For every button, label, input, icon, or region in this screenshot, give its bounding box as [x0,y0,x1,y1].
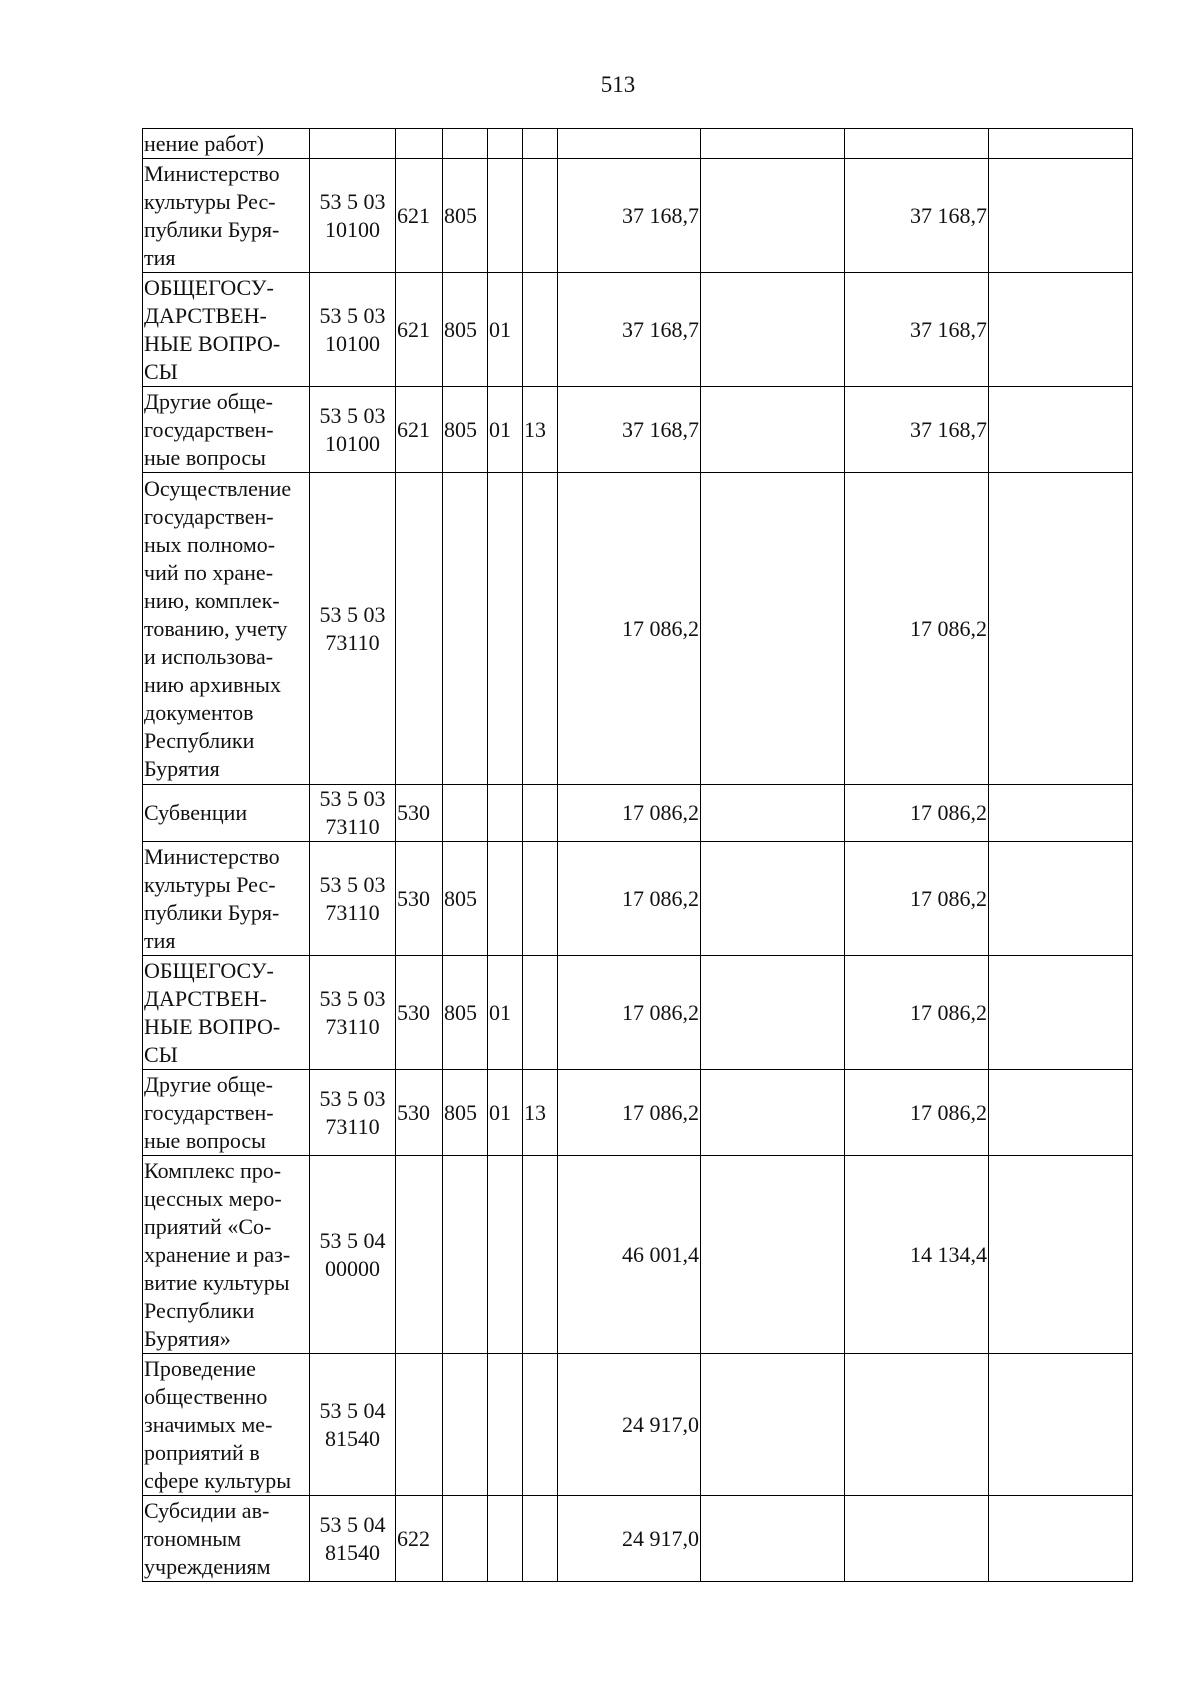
subsection-code-cell [523,956,558,1070]
row-name-line: государствен- [144,416,274,442]
row-name-line: культуры Рес- [144,871,276,897]
table-row [143,842,1133,956]
row-name-line: Республики [144,727,255,753]
amount-cell-2 [701,473,845,785]
target-article-code-line: 53 5 03 [319,1085,386,1111]
row-name-cell [143,129,310,159]
target-article-code-cell [310,1070,396,1156]
amount-cell-1: 17 086,2 [558,956,701,1070]
section-code-cell: 01 [488,1070,523,1156]
amount-cell-2 [701,387,845,473]
amount-cell-2 [701,159,845,273]
amount-cell-1: 46 001,4 [558,1156,701,1354]
amount-cell-2 [701,1156,845,1354]
amount-cell-4 [989,387,1133,473]
amount-cell-4 [989,842,1133,956]
target-article-code-line: 53 5 03 [319,402,386,428]
target-article-code-line: 00000 [325,1255,380,1281]
target-article-code-line: 53 5 04 [319,1511,386,1537]
target-article-code-line: 81540 [325,1539,380,1565]
amount-cell-3: 37 168,7 [845,387,989,473]
amount-cell-2 [701,273,845,387]
target-article-code-cell [310,159,396,273]
row-name-line: чий по хране- [144,559,274,585]
row-name-line: ные вопросы [144,444,266,470]
subsection-code-cell [523,842,558,956]
amount-cell-3: 37 168,7 [845,159,989,273]
amount-cell-4 [989,1354,1133,1496]
ministry-code-cell: 805 [443,387,488,473]
amount-cell-2 [701,1070,845,1156]
amount-cell-1 [558,129,701,159]
ministry-code-cell [443,473,488,785]
expense-type-cell: 622 [396,1496,443,1582]
row-name-line: витие культуры [144,1269,290,1295]
expense-type-cell: 530 [396,842,443,956]
target-article-code-cell [310,1496,396,1582]
page-number: 513 [600,72,636,97]
amount-cell-1: 24 917,0 [558,1496,701,1582]
amount-cell-2 [701,785,845,842]
row-name-line: культуры Рес- [144,188,276,214]
subsection-code-cell [523,1156,558,1354]
target-article-code-cell [310,785,396,842]
ministry-code-cell: 805 [443,1070,488,1156]
amount-cell-4 [989,785,1133,842]
row-name-line: СЫ [144,1041,178,1067]
row-name-line: ОБЩЕГОСУ- [144,274,274,300]
amount-cell-3: 17 086,2 [845,956,989,1070]
target-article-code-line: 10100 [325,330,380,356]
row-name-line: Субвенции [144,800,248,825]
ministry-code-cell [443,129,488,159]
row-name-line: Комплекс про- [144,1157,282,1183]
target-article-code-line: 53 5 03 [319,985,386,1011]
amount-cell-3 [845,129,989,159]
target-article-code-line: 53 5 03 [319,302,386,328]
subsection-code-cell: 13 [523,1070,558,1156]
table-row [143,159,1133,273]
amount-cell-2 [701,1354,845,1496]
expense-type-cell: 621 [396,159,443,273]
section-code-cell: 01 [488,273,523,387]
section-code-cell: 01 [488,956,523,1070]
amount-cell-1: 37 168,7 [558,273,701,387]
row-name-line: публики Буря- [144,899,280,925]
section-code-cell [488,842,523,956]
amount-cell-1: 17 086,2 [558,1070,701,1156]
amount-cell-2 [701,129,845,159]
target-article-code-line: 10100 [325,430,380,456]
amount-cell-4 [989,1496,1133,1582]
amount-cell-4 [989,129,1133,159]
target-article-code-cell [310,1156,396,1354]
ministry-code-cell: 805 [443,956,488,1070]
row-name-line: тованию, учету [144,615,288,641]
target-article-code-cell [310,956,396,1070]
row-name-line: Субсидии ав- [144,1497,270,1523]
target-article-code-line: 73110 [325,1013,380,1039]
row-name-line: ДАРСТВЕН- [144,302,267,328]
row-name-cell [143,1156,310,1354]
row-name-line: Проведение [144,1355,256,1381]
subsection-code-cell [523,159,558,273]
target-article-code-cell [310,473,396,785]
row-name-line: государствен- [144,503,274,529]
row-name-line: тия [144,244,176,270]
subsection-code-cell [523,785,558,842]
target-article-code-line: 73110 [325,1113,380,1139]
expense-type-cell: 530 [396,1070,443,1156]
row-name-line: НЫЕ ВОПРО- [144,330,281,356]
row-name-line: ные вопросы [144,1127,266,1153]
amount-cell-3: 17 086,2 [845,842,989,956]
expense-type-cell: 530 [396,956,443,1070]
amount-cell-2 [701,956,845,1070]
budget-table [142,128,1133,1582]
subsection-code-cell [523,473,558,785]
row-name-line: общественно [144,1383,268,1409]
table-row [143,1070,1133,1156]
ministry-code-cell: 805 [443,842,488,956]
row-name-cell [143,785,310,842]
amount-cell-4 [989,273,1133,387]
row-name-line: государствен- [144,1099,274,1125]
row-name-line: нение работ) [144,130,264,156]
row-name-line: значимых ме- [144,1411,273,1437]
row-name-line: СЫ [144,358,178,384]
target-article-code-line: 73110 [325,899,380,925]
table-row [143,1354,1133,1496]
table-row [143,473,1133,785]
amount-cell-4 [989,956,1133,1070]
target-article-code-cell [310,129,396,159]
row-name-line: тономным [144,1525,242,1551]
row-name-line: тия [144,927,176,953]
amount-cell-4 [989,159,1133,273]
ministry-code-cell [443,785,488,842]
section-code-cell [488,1496,523,1582]
expense-type-cell [396,1354,443,1496]
target-article-code-line: 53 5 03 [319,871,386,897]
table-row [143,956,1133,1070]
section-code-cell [488,159,523,273]
row-name-line: цессных меро- [144,1185,282,1211]
target-article-code-line: 73110 [325,629,380,655]
ministry-code-cell: 805 [443,273,488,387]
target-article-code-cell [310,387,396,473]
target-article-code-line: 10100 [325,216,380,242]
amount-cell-4 [989,473,1133,785]
row-name-cell [143,956,310,1070]
amount-cell-1: 37 168,7 [558,387,701,473]
amount-cell-3 [845,1496,989,1582]
target-article-code-line: 81540 [325,1425,380,1451]
row-name-cell [143,159,310,273]
subsection-code-cell [523,1496,558,1582]
row-name-line: Республики [144,1297,255,1323]
amount-cell-1: 24 917,0 [558,1354,701,1496]
section-code-cell: 01 [488,387,523,473]
row-name-line: Министерство [144,843,280,869]
row-name-line: приятий «Со- [144,1213,272,1239]
row-name-line: Бурятия [144,755,220,781]
row-name-line: ных полномо- [144,531,276,557]
amount-cell-1: 17 086,2 [558,473,701,785]
expense-type-cell: 621 [396,387,443,473]
ministry-code-cell [443,1156,488,1354]
row-name-line: Другие обще- [144,1071,274,1097]
amount-cell-1: 17 086,2 [558,785,701,842]
table-row [143,273,1133,387]
row-name-line: нию архивных [144,671,281,697]
expense-type-cell: 530 [396,785,443,842]
amount-cell-2 [701,1496,845,1582]
row-name-line: нию, комплек- [144,587,280,613]
section-code-cell [488,1156,523,1354]
target-article-code-cell [310,842,396,956]
table-body [143,129,1133,1582]
ministry-code-cell: 805 [443,159,488,273]
amount-cell-1: 17 086,2 [558,842,701,956]
target-article-code-line: 53 5 03 [319,601,386,627]
amount-cell-3: 17 086,2 [845,785,989,842]
subsection-code-cell [523,129,558,159]
amount-cell-4 [989,1156,1133,1354]
row-name-line: публики Буря- [144,216,280,242]
row-name-line: НЫЕ ВОПРО- [144,1013,281,1039]
target-article-code-line: 53 5 03 [319,188,386,214]
expense-type-cell [396,1156,443,1354]
row-name-cell [143,1070,310,1156]
subsection-code-cell [523,1354,558,1496]
table-row [143,1496,1133,1582]
target-article-code-cell [310,273,396,387]
subsection-code-cell: 13 [523,387,558,473]
row-name-cell [143,1354,310,1496]
row-name-line: учреждениям [144,1553,271,1579]
amount-cell-4 [989,1070,1133,1156]
amount-cell-2 [701,842,845,956]
table-row [143,785,1133,842]
table-row [143,129,1133,159]
row-name-line: сфере культуры [144,1467,292,1493]
row-name-line: и использова- [144,643,274,669]
section-code-cell [488,473,523,785]
table-row [143,387,1133,473]
amount-cell-3: 14 134,4 [845,1156,989,1354]
amount-cell-1: 37 168,7 [558,159,701,273]
row-name-line: хранение и раз- [144,1241,291,1267]
target-article-code-line: 73110 [325,814,380,839]
amount-cell-3: 17 086,2 [845,473,989,785]
target-article-code-line: 53 5 04 [319,1227,386,1253]
target-article-code-cell [310,1354,396,1496]
table-row [143,1156,1133,1354]
row-name-line: Другие обще- [144,388,274,414]
row-name-cell [143,273,310,387]
expense-type-cell [396,473,443,785]
target-article-code-line: 53 5 03 [319,786,386,811]
target-article-code-line: 53 5 04 [319,1397,386,1423]
section-code-cell [488,785,523,842]
amount-cell-3: 17 086,2 [845,1070,989,1156]
ministry-code-cell [443,1496,488,1582]
row-name-cell [143,1496,310,1582]
ministry-code-cell [443,1354,488,1496]
row-name-line: Бурятия» [144,1325,231,1351]
row-name-line: документов [144,699,254,725]
row-name-cell [143,842,310,956]
row-name-line: Министерство [144,160,280,186]
section-code-cell [488,1354,523,1496]
expense-type-cell: 621 [396,273,443,387]
amount-cell-3: 37 168,7 [845,273,989,387]
row-name-line: ОБЩЕГОСУ- [144,957,274,983]
row-name-cell [143,473,310,785]
row-name-line: Осуществление [144,475,292,501]
subsection-code-cell [523,273,558,387]
section-code-cell [488,129,523,159]
expense-type-cell [396,129,443,159]
row-name-line: роприятий в [144,1439,260,1465]
amount-cell-3 [845,1354,989,1496]
row-name-line: ДАРСТВЕН- [144,985,267,1011]
row-name-cell [143,387,310,473]
